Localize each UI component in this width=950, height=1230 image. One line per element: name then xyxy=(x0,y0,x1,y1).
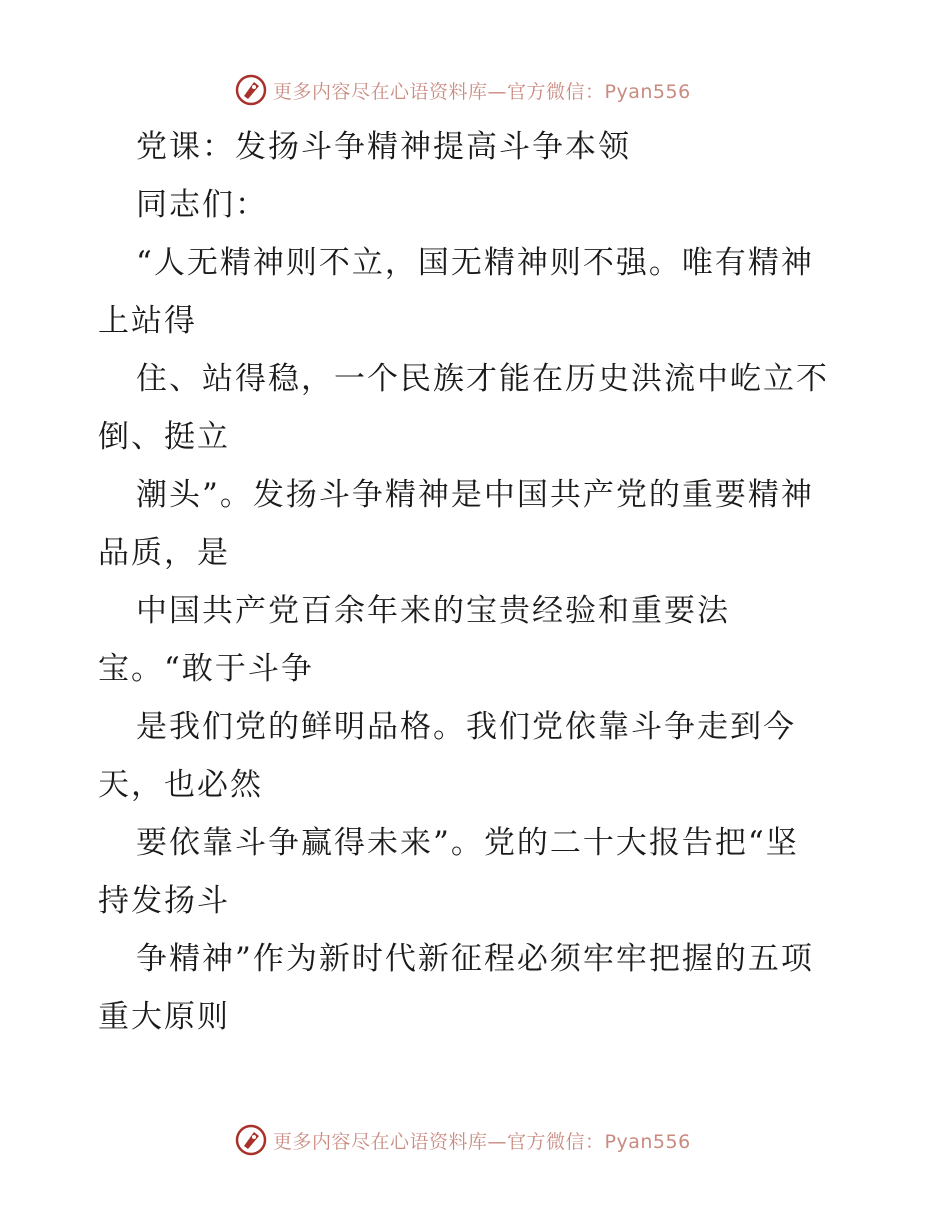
paragraph-line: “人无精神则不立，国无精神则不强。唯有精神 xyxy=(136,245,814,281)
paragraph-line: 持发扬斗 xyxy=(98,883,230,919)
paragraph-line: 要依靠斗争赢得未来”。党的二十大报告把“坚 xyxy=(136,825,799,861)
paragraph-line: 品质，是 xyxy=(98,535,230,571)
paragraph-line: 上站得 xyxy=(98,303,197,339)
paragraph-line: 重大原则 xyxy=(98,999,230,1035)
paragraph-line: 是我们党的鲜明品格。我们党依靠斗争走到今 xyxy=(136,709,796,745)
paragraph-line: 潮头”。发扬斗争精神是中国共产党的重要精神 xyxy=(136,477,814,513)
salutation: 同志们： xyxy=(136,187,268,223)
watermark-text: 更多内容尽在心语资料库—官方微信：Pyan556 xyxy=(273,80,691,103)
pen-nib-logo-icon xyxy=(235,1124,267,1156)
paragraph-line: 倒、挺立 xyxy=(98,419,230,455)
document-body xyxy=(98,118,858,1046)
paragraph-line: 中国共产党百余年来的宝贵经验和重要法 xyxy=(136,593,730,629)
pen-nib-logo-icon xyxy=(235,74,267,106)
paragraph-line: 天，也必然 xyxy=(98,767,263,803)
watermark-text: 更多内容尽在心语资料库—官方微信：Pyan556 xyxy=(273,1130,691,1153)
footer-watermark xyxy=(235,1122,691,1158)
document-title: 党课：发扬斗争精神提高斗争本领 xyxy=(136,129,631,165)
header-watermark xyxy=(235,72,691,108)
paragraph-line: 住、站得稳，一个民族才能在历史洪流中屹立不 xyxy=(136,361,829,397)
paragraph-line: 宝。“敢于斗争 xyxy=(98,651,314,687)
paragraph-line: 争精神”作为新时代新征程必须牢牢把握的五项 xyxy=(136,941,814,977)
